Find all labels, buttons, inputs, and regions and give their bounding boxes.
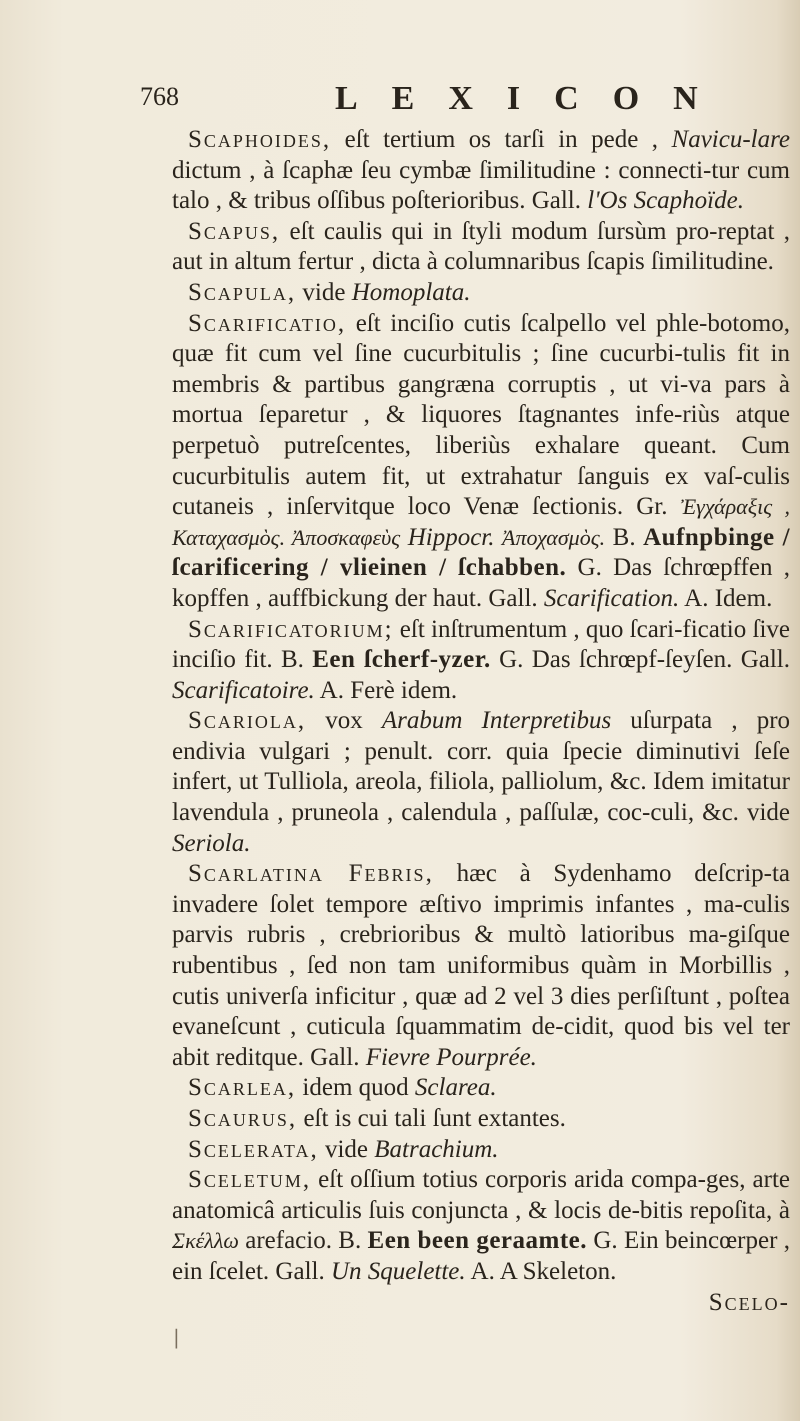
running-title: LEXICON [335, 80, 732, 117]
entry-scariola: Scariola, vox Arabum Interpretibus uſurpata , pro endivia vulgari ; penult. corr. quia ſpecie diminutivi ſeſe infert, ut Tulliola, areola, filiola, palliolum, &c. Idem imitatur lavendula , pruneola , calendula , paſſulæ, coc-culi, &c. vide Seriola. [172, 707, 791, 857]
entry-scarlatina-febris: Scarlatina Febris, hæc à Sydenhamo deſcrip-ta invadere ſolet tempore æſtivo imprimis infantes , ma-culis parvis rubris , crebrioribus & multò latioribus ma-giſque rubentibus , ſed non tam uniformibus quàm in Morbillis , cutis univerſa inficitur , quæ ad 2 vel 3 dies perſiſtunt , poſtea evaneſcunt , cuticula ſquammatim de-cidit, quod bis vel ter abit reditque. Gall. Fievre Pourprée. [172, 860, 791, 1071]
headword: Scarificatio, [188, 309, 347, 337]
greek-text: Ἀποχασμὸς. [502, 524, 606, 550]
headword: Scapus, [188, 217, 281, 245]
headword: Scaurus, [188, 1105, 298, 1132]
entry-scapus: Scapus, eſt caulis qui in ſtyli modum ſursùm pro-reptat , aut in altum fertur , dicta à columnaribus ſcapis ſimilitudine. [172, 217, 790, 276]
blackletter-text: Aufnpbinge / ſcarificering / vlieinen / ſchabben. [172, 523, 791, 582]
greek-text: Ἐγχάραξις , Καταχασμὸς. Ἀποσκαφεὺς [172, 494, 791, 550]
blackletter-text: Een ſcherf-yzer. [312, 646, 491, 674]
catchword: Scelo- [708, 1288, 790, 1316]
page-header [140, 80, 780, 124]
dictionary-column [172, 125, 790, 1343]
headword: Sceletum, [188, 1166, 312, 1194]
entry-sceletum: Sceletum, eſt oſſium totius corporis arida compa-ges, arte anatomicâ articulis ſuis conjuncta , & locis de-bitis repoſita, à Σκέλλω arefacio. B. Een been geraamte. G. Ein beincœrper , ein ſcelet. Gall. Un Squelette. A. A Skeleton. [172, 1166, 790, 1285]
greek-text: Σκέλλω [172, 1228, 239, 1254]
headword: Scarlatina Febris, [188, 860, 434, 888]
entry-scapula: Scapula, vide Homoplata. [188, 278, 471, 306]
entry-scaurus: Scaurus, eſt is cui tali ſunt extantes. [188, 1105, 566, 1132]
headword: Scarlea, [188, 1074, 297, 1102]
entry-scarificatorium: Scarificatorium; eſt inſtrumentum , quo ſcari-ficatio ſive inciſio fit. B. Een ſcherf-yzer. G. Das ſchrœpf-ſeyſen. Gall. Scarificatoire. A. Ferè idem. [172, 615, 790, 704]
headword: Scapula, [188, 278, 297, 306]
headword: Scaphoides, [188, 126, 332, 153]
entry-scaphoides: Scaphoides, eſt tertium os tarſi in pede , Navicu-lare dictum , à ſcaphæ ſeu cymbæ ſimilitudine : connecti-tur cum talo , & tribus oſſibus poſterioribus. Gall. l'Os Scaphoïde. [172, 126, 790, 215]
headword: Scariola, [188, 707, 307, 735]
margin-mark: | [173, 1325, 180, 1349]
entry-scelerata: Scelerata, vide Batrachium. [188, 1135, 499, 1163]
blackletter-text: Een been geraamte. [367, 1227, 588, 1255]
headword: Scelerata, [188, 1135, 319, 1163]
entry-scarlea: Scarlea, idem quod Sclarea. [188, 1074, 497, 1102]
page-number: 768 [140, 82, 179, 111]
headword: Scarificatorium; [188, 615, 394, 643]
entry-scarificatio: Scarificatio, eſt inciſio cutis ſcalpello vel phle-botomo, quæ fit cum vel ſine cucurbitulis ; ſine cucurbi-tulis fit in membris & partibus gangræna corruptis , ut vi-va pars à mortua ſeparetur , & liquores ſtagnantes infe-riùs atque perpetuò putreſcentes, liberiùs exhalare queant. Cum cucurbitulis autem fit, ut extrahatur ſanguis ex vaſ-culis cutaneis , inſervitque loco Venæ ſectionis. Gr. Ἐγχάραξις , Καταχασμὸς. Ἀποσκαφεὺς Hippocr. Ἀποχασμὸς. B. Aufnpbinge / ſcarificering / vlieinen / ſchabben. G. Das ſchrœpffen , kopffen , auffbickung der haut. Gall. Scarification. A. Idem. [172, 309, 791, 612]
